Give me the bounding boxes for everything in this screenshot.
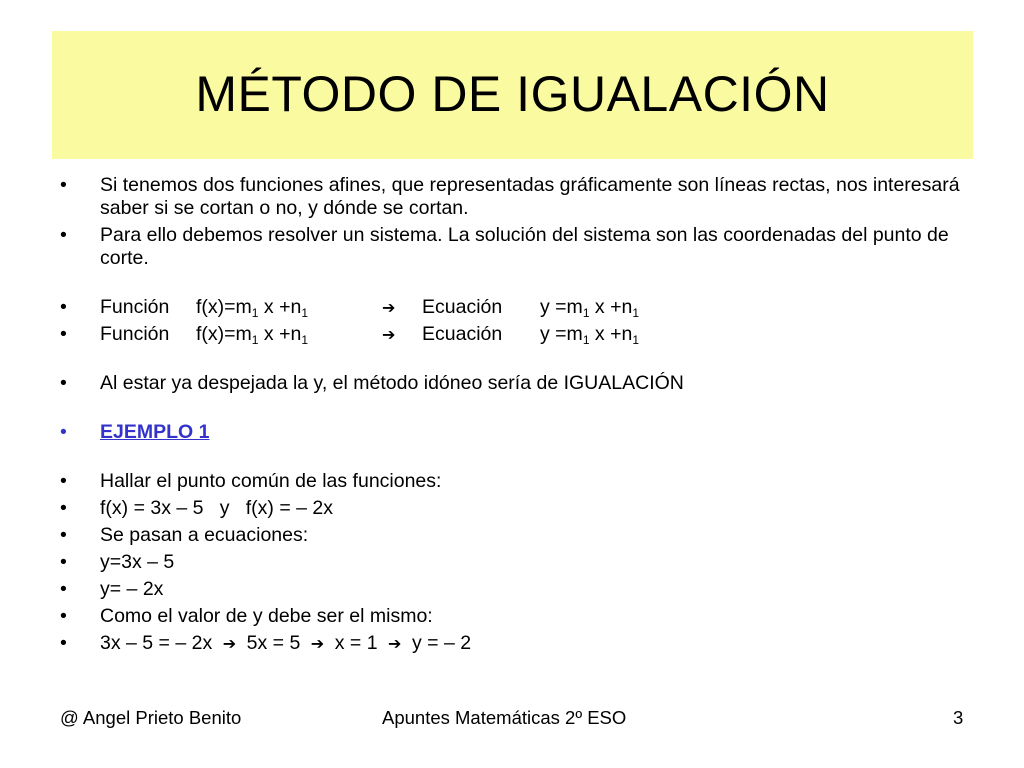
bullet-dot: • <box>60 551 67 573</box>
bullet-dot: • <box>60 578 67 600</box>
function-expression: $f(x)=m_1$ $x +n_1$ <box>196 296 308 320</box>
bullet-item <box>60 224 972 270</box>
right-arrow-icon: ➔ <box>305 634 330 653</box>
function-line <box>60 296 972 319</box>
bullet-dot: • <box>60 421 67 443</box>
final-step-part: 3x – 5 = – 2x <box>100 632 213 654</box>
bullet-text: Para ello debemos resolver un sistema. La solución del sistema son las coordenadas del punto de corte. <box>100 224 949 269</box>
equation-expression: $y =m_1$ $x +n_1$ <box>540 323 640 347</box>
bullet-dot: • <box>60 605 67 627</box>
right-arrow-icon: ➔ <box>382 634 407 653</box>
bullet-dot: • <box>60 296 67 318</box>
bullet-dot: • <box>60 632 67 654</box>
bullet-dot: • <box>60 174 67 196</box>
function-expression: $f(x)=m_1$ $x +n_1$ <box>196 323 308 347</box>
function-keyword: Función <box>100 323 170 345</box>
step-item <box>60 605 972 628</box>
bullet-dot: • <box>60 497 67 519</box>
final-step-part: y = – 2 <box>411 632 472 654</box>
final-step-part: x = 1 <box>334 632 378 654</box>
footer-course: Apuntes Matemáticas 2º ESO <box>382 707 627 728</box>
step-item <box>60 497 972 520</box>
step-text: Se pasan a ecuaciones: <box>100 524 309 546</box>
bullet-dot: • <box>60 224 67 246</box>
slide-content <box>60 174 972 659</box>
step-text: Como el valor de y debe ser el mismo: <box>100 605 433 627</box>
step-text: f(x) = 3x – 5 y f(x) = – 2x <box>100 497 333 519</box>
footer-author: @ Angel Prieto Benito <box>60 707 242 728</box>
bullet-text: Si tenemos dos funciones afines, que representadas gráficamente son líneas rectas, nos interesará saber si se cortan o no, y dónde se cortan. <box>100 174 960 219</box>
final-step-item <box>60 632 972 655</box>
function-line <box>60 323 972 346</box>
bullet-dot: • <box>60 524 67 546</box>
step-item <box>60 470 972 493</box>
step-text: Hallar el punto común de las funciones: <box>100 470 442 492</box>
equation-keyword: Ecuación <box>422 323 503 345</box>
example-item[interactable] <box>60 421 972 444</box>
final-step-part: 5x = 5 <box>246 632 301 654</box>
footer-page-number: 3 <box>953 707 964 728</box>
equation-keyword: Ecuación <box>422 296 503 318</box>
step-item <box>60 551 972 574</box>
bullet-dot: • <box>60 323 67 345</box>
right-arrow-icon: ➔ <box>217 634 242 653</box>
equation-expression: $y =m_1$ $x +n_1$ <box>540 296 640 320</box>
bullet-dot: • <box>60 470 67 492</box>
right-arrow-icon: ➔ <box>382 325 396 344</box>
function-keyword: Función <box>100 296 170 318</box>
bullet-text: Al estar ya despejada la y, el método idóneo sería de IGUALACIÓN <box>100 372 684 394</box>
slide-title: MÉTODO DE IGUALACIÓN <box>195 66 830 122</box>
step-text: y=3x – 5 <box>100 551 175 573</box>
bullet-dot: • <box>60 372 67 394</box>
bullet-item <box>60 372 972 395</box>
bullet-item <box>60 174 972 220</box>
right-arrow-icon: ➔ <box>382 298 396 317</box>
step-item <box>60 578 972 601</box>
step-text: y= – 2x <box>100 578 164 600</box>
example-link[interactable]: EJEMPLO 1 <box>100 421 210 443</box>
step-item <box>60 524 972 547</box>
title-banner <box>52 31 973 159</box>
